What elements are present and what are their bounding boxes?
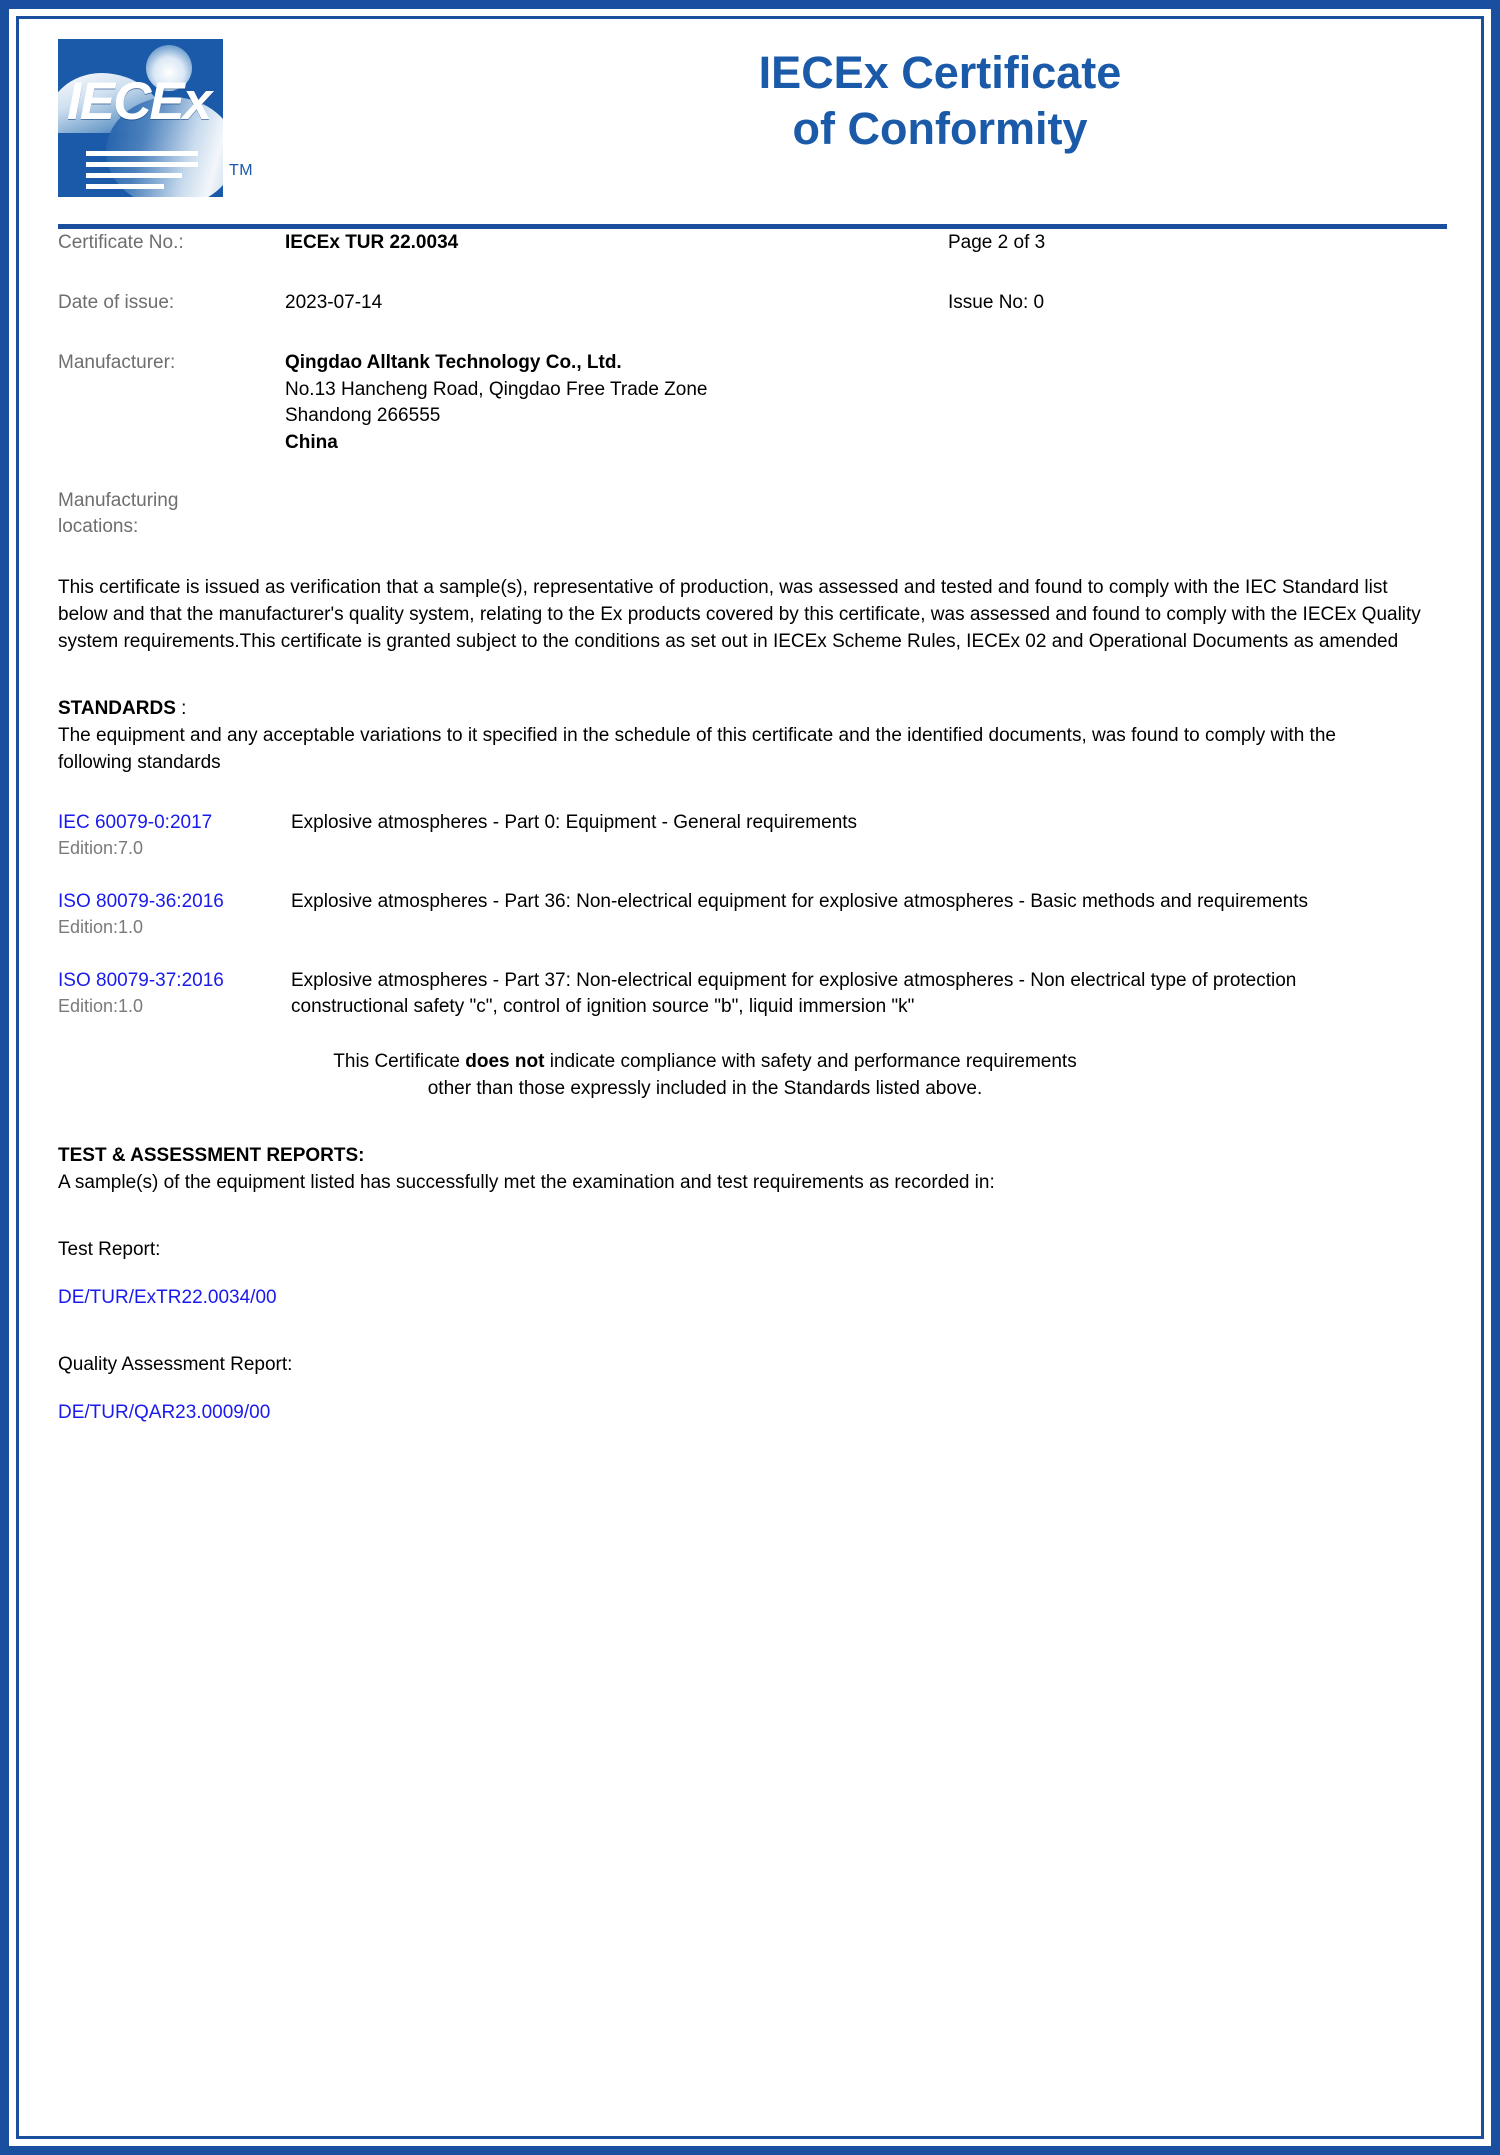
page-indicator: Page 2 of 3 [948, 232, 1046, 253]
standard-edition: Edition:1.0 [58, 917, 144, 937]
iecex-logo [58, 39, 223, 197]
date-of-issue-label: Date of issue: [58, 292, 175, 313]
standards-heading: STANDARDS [58, 698, 176, 719]
manufacturer-address-line1: No.13 Hancheng Road, Qingdao Free Trade Zone [285, 378, 708, 400]
disclaimer-text-emphasis: does not [465, 1051, 545, 1072]
standards-disclaimer-line2: other than those expressly included in the Standards listed above. [427, 1078, 983, 1099]
trademark-symbol: TM [229, 162, 254, 179]
standard-row [58, 810, 1447, 861]
page-title-line2: of Conformity [792, 103, 1088, 155]
reports-heading-block [53, 1142, 1447, 1196]
standards-disclaimer [53, 1048, 1447, 1102]
manufacturing-locations-label-line2: locations: [58, 516, 139, 537]
quality-assessment-report-label: Quality Assessment Report: [58, 1354, 293, 1375]
date-of-issue-value: 2023-07-14 [285, 292, 383, 313]
standard-edition: Edition:7.0 [58, 838, 144, 858]
date-of-issue-row [58, 290, 1447, 316]
manufacturer-country: China [285, 431, 338, 453]
page-title [433, 45, 1447, 158]
certificate-no-value: IECEx TUR 22.0034 [285, 232, 459, 253]
disclaimer-text-part2: indicate compliance with safety and performance requirements [544, 1051, 1077, 1072]
manufacturer-label: Manufacturer: [58, 352, 176, 373]
issue-no: Issue No: 0 [948, 292, 1045, 313]
manufacturing-locations-label-line1: Manufacturing [58, 490, 179, 511]
standards-disclaimer-line1 [53, 1048, 1357, 1075]
disclaimer-text-part1: This Certificate [333, 1051, 466, 1072]
standard-identifier [58, 968, 291, 1020]
standards-heading-block [53, 695, 1447, 776]
standard-description: Explosive atmospheres - Part 36: Non-electrical equipment for explosive atmospheres - Basic methods and requirements [291, 891, 1308, 912]
quality-assessment-report-link[interactable]: DE/TUR/QAR23.0009/00 [58, 1402, 271, 1423]
manufacturer-details [285, 350, 708, 456]
certificate-meta [53, 230, 1447, 316]
page-title-line1: IECEx Certificate [758, 47, 1122, 98]
reports-list [53, 1236, 1447, 1426]
standard-row [58, 968, 1447, 1020]
logo-wordmark: IECEx [67, 72, 211, 131]
manufacturer-block [53, 350, 1447, 456]
standard-code-link[interactable]: ISO 80079-36:2016 [58, 891, 224, 912]
standard-code-link[interactable]: IEC 60079-0:2017 [58, 812, 213, 833]
standard-code-link[interactable]: ISO 80079-37:2016 [58, 970, 224, 991]
standards-heading-suffix: : [175, 698, 187, 719]
standards-intro: The equipment and any acceptable variations to it specified in the schedule of this certificate and the identified documents, was found to comply with the following standards [58, 725, 1336, 773]
test-report-label: Test Report: [58, 1239, 161, 1260]
standards-heading-line [58, 695, 1447, 722]
manufacturer-address-line2: Shandong 266555 [285, 405, 441, 426]
test-report-link[interactable]: DE/TUR/ExTR22.0034/00 [58, 1287, 277, 1308]
certificate-page-inner [16, 16, 1484, 2139]
standards-list [53, 810, 1447, 1020]
standard-row [58, 889, 1447, 940]
standard-edition: Edition:1.0 [58, 996, 144, 1016]
reports-intro: A sample(s) of the equipment listed has successfully met the examination and test requirements as recorded in: [58, 1172, 995, 1193]
manufacturer-name: Qingdao Alltank Technology Co., Ltd. [285, 352, 622, 373]
certificate-no-row [58, 230, 1447, 256]
certificate-no-label: Certificate No.: [58, 232, 184, 253]
logo-stripes-icon [86, 151, 198, 195]
standard-description: Explosive atmospheres - Part 0: Equipment - General requirements [291, 812, 858, 833]
header-divider [58, 224, 1447, 229]
certificate-statement: This certificate is issued as verification that a sample(s), representative of production, was assessed and tested and found to comply with the IEC Standard list below and that the manufacturer's quality system, relating to the Ex products covered by this certificate, was assessed and found to comply with the IECEx Quality system requirements.This certificate is granted subject to the conditions as set out in IECEx Scheme Rules, IECEx 02 and Operational Documents as amended [58, 577, 1421, 652]
certificate-header [53, 19, 1447, 196]
reports-heading: TEST & ASSESSMENT REPORTS: [58, 1145, 365, 1166]
standard-identifier [58, 889, 291, 940]
standard-identifier [58, 810, 291, 861]
manufacturing-locations-label [53, 488, 1447, 540]
standard-description: Explosive atmospheres - Part 37: Non-electrical equipment for explosive atmospheres - Non electrical type of protection constructional safety "c", control of ignition source "b", liquid immersion "k" [291, 970, 1297, 1017]
